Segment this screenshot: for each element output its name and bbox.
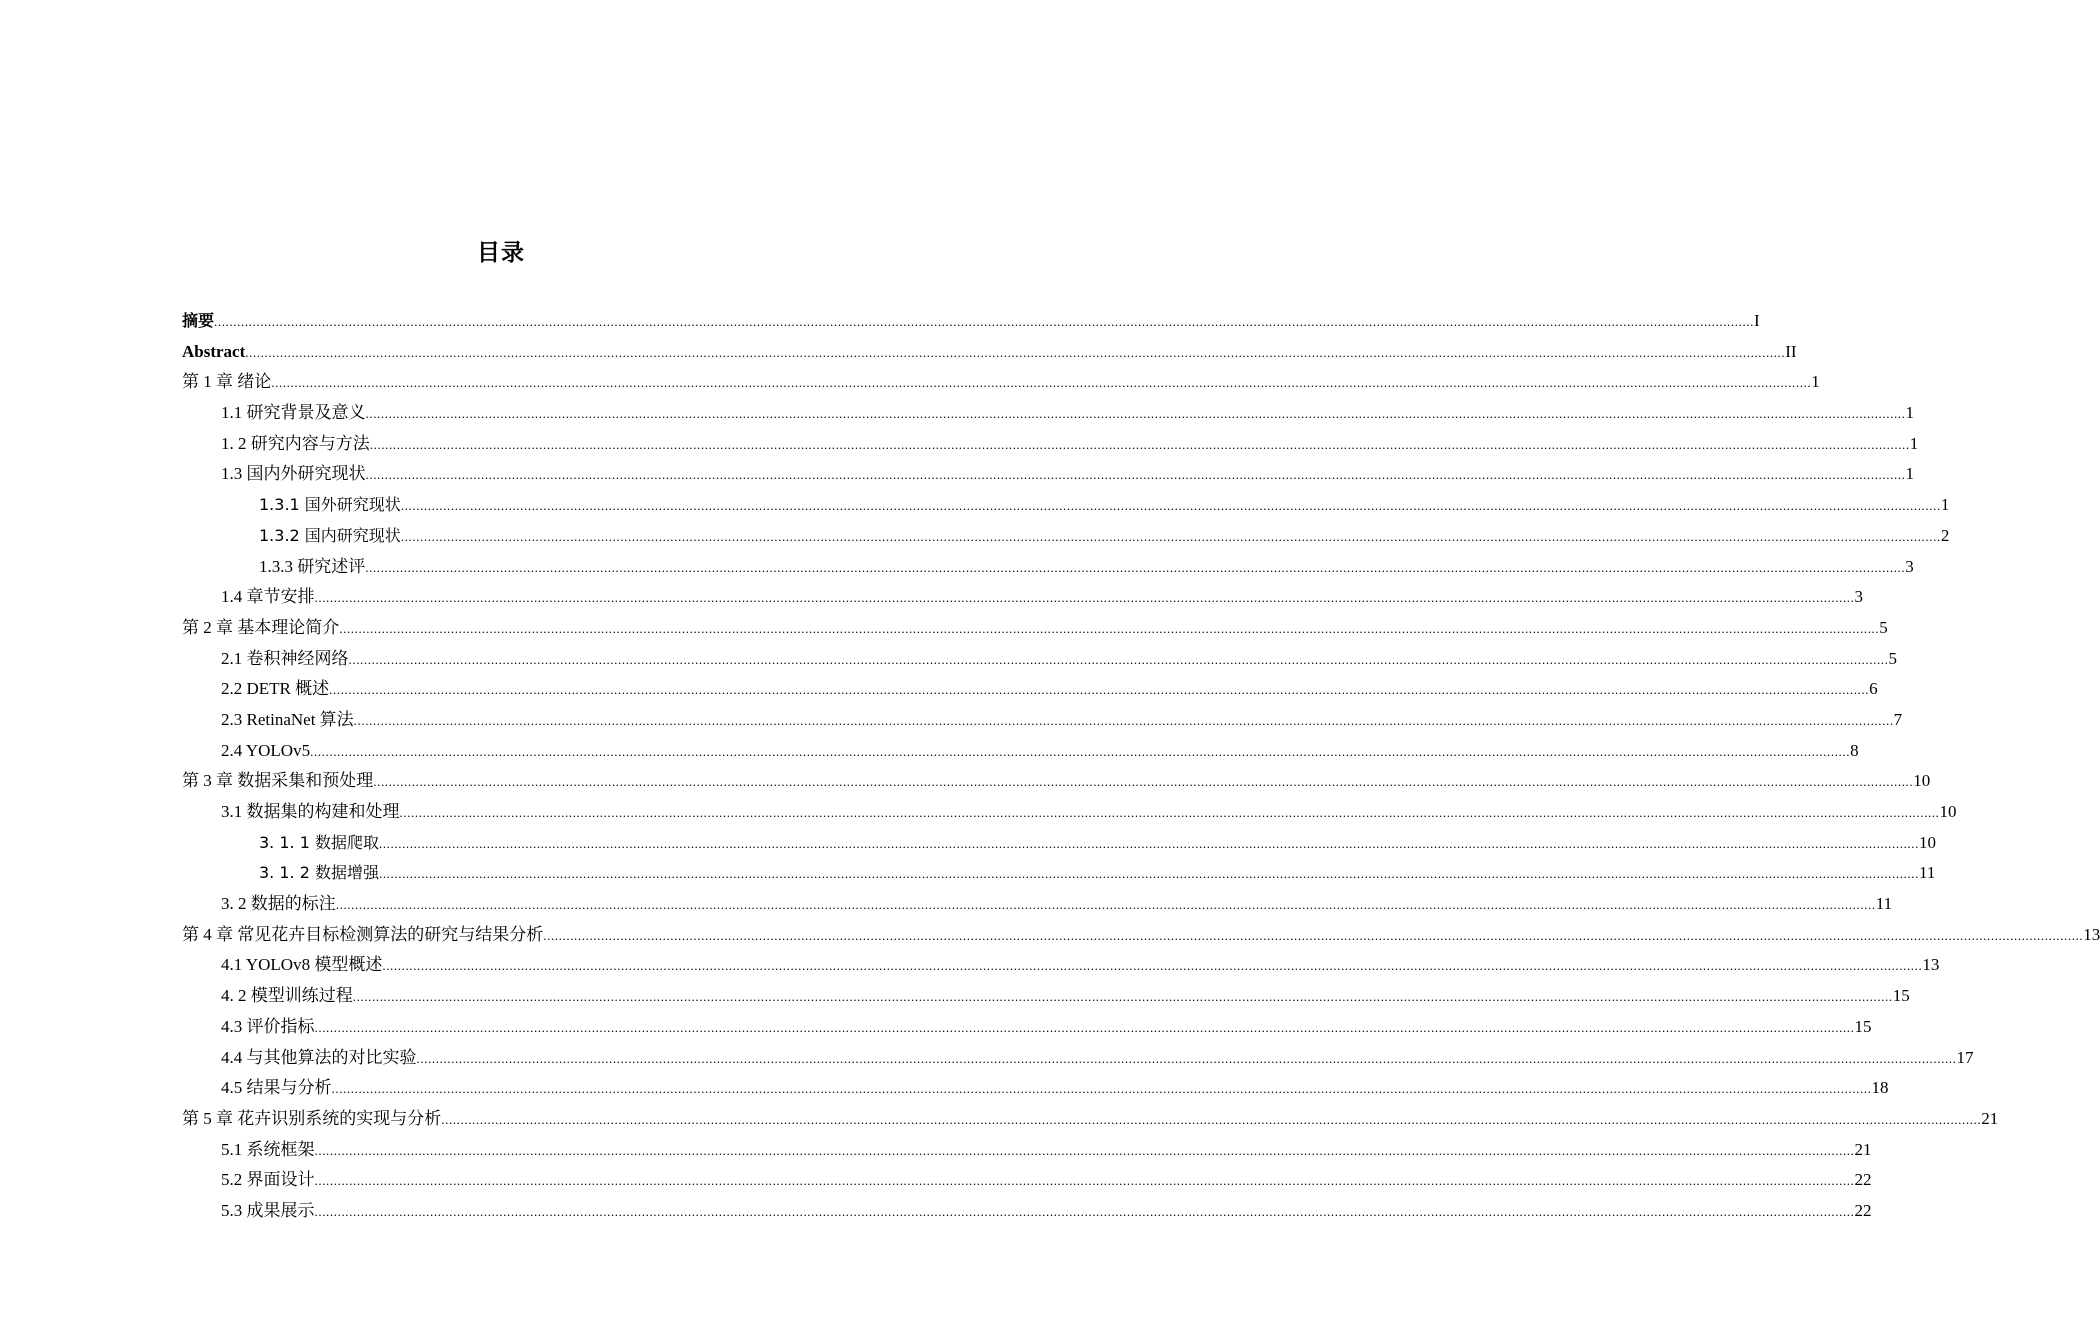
toc-entry-label: 第 1 章 绪论 [182, 372, 272, 392]
toc-dot-leader: ................................................................................................................................................................................................................................................................................................................................................................................................................ [245, 344, 1786, 360]
toc-dot-leader: ................................................................................................................................................................................................................................................................................................................................................................................................................ [365, 467, 1906, 483]
toc-page-number: 3 [1905, 556, 1914, 576]
toc-entry[interactable] [182, 582, 1863, 613]
toc-entry-label: 4.4 与其他算法的对比实验 [221, 1047, 417, 1067]
toc-entry[interactable] [182, 889, 1893, 920]
toc-entry[interactable] [182, 521, 1950, 552]
toc-entry[interactable] [182, 337, 1797, 368]
toc-entry-label: 4.5 结果与分析 [221, 1078, 332, 1098]
toc-entry-label: 2.2 DETR 概述 [221, 679, 330, 699]
toc-entry-label: 5.3 成果展示 [221, 1200, 315, 1220]
toc-entry-label: 4. 2 模型训练过程 [221, 986, 353, 1006]
toc-dot-leader: ................................................................................................................................................................................................................................................................................................................................................................................................................ [310, 743, 1851, 759]
toc-entry-label: 1.3.3 研究述评 [259, 556, 366, 576]
toc-title: 目录 [477, 240, 525, 266]
toc-page-number: 2 [1940, 525, 1950, 545]
toc-dot-leader: ................................................................................................................................................................................................................................................................................................................................................................................................................ [329, 682, 1870, 698]
toc-dot-leader: ................................................................................................................................................................................................................................................................................................................................................................................................................ [314, 1019, 1855, 1035]
toc-dot-leader: ................................................................................................................................................................................................................................................................................................................................................................................................................ [365, 406, 1906, 422]
toc-entry-label: 4.3 评价指标 [221, 1016, 315, 1036]
toc-dot-leader: ................................................................................................................................................................................................................................................................................................................................................................................................................ [353, 712, 1894, 728]
toc-dot-leader: ................................................................................................................................................................................................................................................................................................................................................................................................................ [271, 375, 1812, 391]
toc-page-number: 10 [1913, 771, 1931, 791]
toc-page-number: 18 [1871, 1078, 1889, 1098]
toc-list [182, 306, 2100, 1227]
toc-dot-leader: ................................................................................................................................................................................................................................................................................................................................................................................................................ [335, 897, 1876, 913]
toc-dot-leader: ................................................................................................................................................................................................................................................................................................................................................................................................................ [365, 559, 1906, 575]
toc-page-number: 15 [1892, 986, 1910, 1006]
toc-entry[interactable] [182, 736, 1859, 767]
toc-page-number: 13 [2083, 924, 2100, 944]
toc-entry[interactable] [182, 490, 1950, 521]
toc-entry-label: 第 3 章 数据采集和预处理 [182, 771, 374, 791]
toc-page-number: 17 [1956, 1047, 1974, 1067]
toc-entry[interactable] [182, 674, 1878, 705]
toc-dot-leader: ................................................................................................................................................................................................................................................................................................................................................................................................................ [369, 436, 1910, 452]
toc-dot-leader: ................................................................................................................................................................................................................................................................................................................................................................................................................ [373, 774, 1914, 790]
toc-entry[interactable] [182, 950, 1940, 981]
toc-page-number: II [1785, 341, 1797, 361]
toc-dot-leader: ................................................................................................................................................................................................................................................................................................................................................................................................................ [441, 1111, 1982, 1127]
toc-dot-leader: ................................................................................................................................................................................................................................................................................................................................................................................................................ [314, 1173, 1855, 1189]
toc-page-number: 1 [1940, 495, 1950, 515]
toc-entry[interactable] [182, 858, 1936, 889]
toc-page-number: 5 [1879, 617, 1888, 637]
toc-entry-label: 2.1 卷积神经网络 [221, 648, 349, 668]
toc-dot-leader: ................................................................................................................................................................................................................................................................................................................................................................................................................ [400, 498, 1941, 514]
toc-entry-label: 4.1 YOLOv8 模型概述 [221, 955, 383, 975]
toc-page-number: I [1754, 311, 1760, 330]
toc-page-number: 3 [1854, 587, 1863, 607]
toc-entry-label: 3. 1. 2 数据增强 [259, 863, 379, 883]
toc-page-number: 6 [1869, 679, 1878, 699]
toc-entry[interactable] [182, 644, 1897, 675]
toc-entry-label: 第 2 章 基本理论简介 [182, 617, 340, 637]
toc-entry[interactable] [182, 797, 1957, 828]
toc-dot-leader: ................................................................................................................................................................................................................................................................................................................................................................................................................ [382, 958, 1923, 974]
toc-entry-label: 1.3 国内外研究现状 [221, 464, 366, 484]
toc-entry-label: 5.1 系统框架 [221, 1139, 315, 1159]
toc-entry[interactable] [182, 429, 1919, 460]
toc-page-number: 1 [1905, 403, 1914, 423]
toc-page-number: 22 [1854, 1170, 1872, 1190]
toc-entry[interactable] [182, 1073, 1889, 1104]
toc-page-number: 15 [1854, 1016, 1872, 1036]
toc-entry[interactable] [182, 981, 1910, 1012]
toc-entry[interactable] [182, 766, 1931, 797]
toc-entry-label: 5.2 界面设计 [221, 1170, 315, 1190]
toc-page-number: 10 [1918, 832, 1936, 852]
toc-dot-leader: ................................................................................................................................................................................................................................................................................................................................................................................................................ [331, 1081, 1872, 1097]
toc-entry[interactable] [182, 459, 1914, 490]
toc-page-number: 21 [1981, 1108, 1999, 1128]
toc-dot-leader: ................................................................................................................................................................................................................................................................................................................................................................................................................ [314, 590, 1855, 606]
toc-entry[interactable] [182, 398, 1914, 429]
toc-entry-label: 2.3 RetinaNet 算法 [221, 709, 354, 729]
toc-page-number: 7 [1893, 709, 1903, 729]
toc-page-number: 11 [1875, 894, 1893, 914]
toc-entry-label: 3. 2 数据的标注 [221, 894, 336, 914]
toc-entry[interactable] [182, 1196, 1872, 1227]
toc-entry[interactable] [182, 306, 1760, 337]
toc-dot-leader: ................................................................................................................................................................................................................................................................................................................................................................................................................ [378, 866, 1919, 882]
toc-page-number: 8 [1850, 740, 1859, 760]
toc-entry-label: 3.1 数据集的构建和处理 [221, 802, 400, 821]
toc-entry-label: 第 5 章 花卉识别系统的实现与分析 [182, 1108, 442, 1128]
toc-dot-leader: ................................................................................................................................................................................................................................................................................................................................................................................................................ [399, 805, 1940, 820]
toc-dot-leader: ................................................................................................................................................................................................................................................................................................................................................................................................................ [339, 620, 1880, 636]
toc-page-number: 22 [1854, 1200, 1872, 1220]
toc-dot-leader: ................................................................................................................................................................................................................................................................................................................................................................................................................ [314, 1142, 1855, 1158]
toc-entry[interactable] [182, 1165, 1872, 1196]
toc-page-number: 11 [1918, 863, 1936, 883]
toc-page-number: 5 [1888, 648, 1897, 668]
toc-page-number: 1 [1811, 372, 1820, 392]
toc-dot-leader: ................................................................................................................................................................................................................................................................................................................................................................................................................ [352, 989, 1893, 1005]
toc-entry[interactable] [182, 920, 2100, 951]
toc-entry[interactable] [182, 1135, 1872, 1166]
toc-entry[interactable] [182, 367, 1820, 398]
toc-dot-leader: ................................................................................................................................................................................................................................................................................................................................................................................................................ [214, 314, 1755, 329]
toc-dot-leader: ................................................................................................................................................................................................................................................................................................................................................................................................................ [348, 651, 1889, 667]
toc-entry-label: Abstract [182, 341, 246, 361]
toc-entry-label: 1. 2 研究内容与方法 [221, 433, 370, 453]
toc-page-number: 21 [1854, 1139, 1872, 1159]
toc-entry[interactable] [182, 1012, 1872, 1043]
toc-page-number: 1 [1905, 464, 1914, 484]
toc-dot-leader: ................................................................................................................................................................................................................................................................................................................................................................................................................ [400, 528, 1941, 544]
toc-dot-leader: ................................................................................................................................................................................................................................................................................................................................................................................................................ [416, 1050, 1957, 1066]
toc-entry[interactable] [182, 828, 1936, 859]
toc-entry-label: 1.3.1 国外研究现状 [259, 495, 401, 515]
toc-dot-leader: ................................................................................................................................................................................................................................................................................................................................................................................................................ [314, 1203, 1855, 1219]
toc-entry[interactable] [182, 552, 1914, 583]
toc-entry-label: 3. 1. 1 数据爬取 [259, 832, 379, 852]
toc-dot-leader: ................................................................................................................................................................................................................................................................................................................................................................................................................ [543, 927, 2084, 943]
toc-entry-label: 2.4 YOLOv5 [221, 740, 311, 760]
toc-entry-label: 1.1 研究背景及意义 [221, 403, 366, 423]
toc-entry-label: 第 4 章 常见花卉目标检测算法的研究与结果分析 [182, 924, 544, 944]
toc-entry[interactable] [182, 613, 1888, 644]
toc-page-number: 10 [1939, 802, 1957, 821]
toc-entry[interactable] [182, 1104, 1999, 1135]
toc-page-number: 13 [1922, 955, 1940, 975]
toc-dot-leader: ................................................................................................................................................................................................................................................................................................................................................................................................................ [378, 835, 1919, 851]
toc-entry[interactable] [182, 705, 1903, 736]
toc-entry-label: 摘要 [182, 311, 215, 330]
toc-page-number: 1 [1909, 433, 1919, 453]
toc-entry-label: 1.4 章节安排 [221, 587, 315, 607]
toc-entry-label: 1.3.2 国内研究现状 [259, 525, 401, 545]
toc-entry[interactable] [182, 1043, 1974, 1074]
